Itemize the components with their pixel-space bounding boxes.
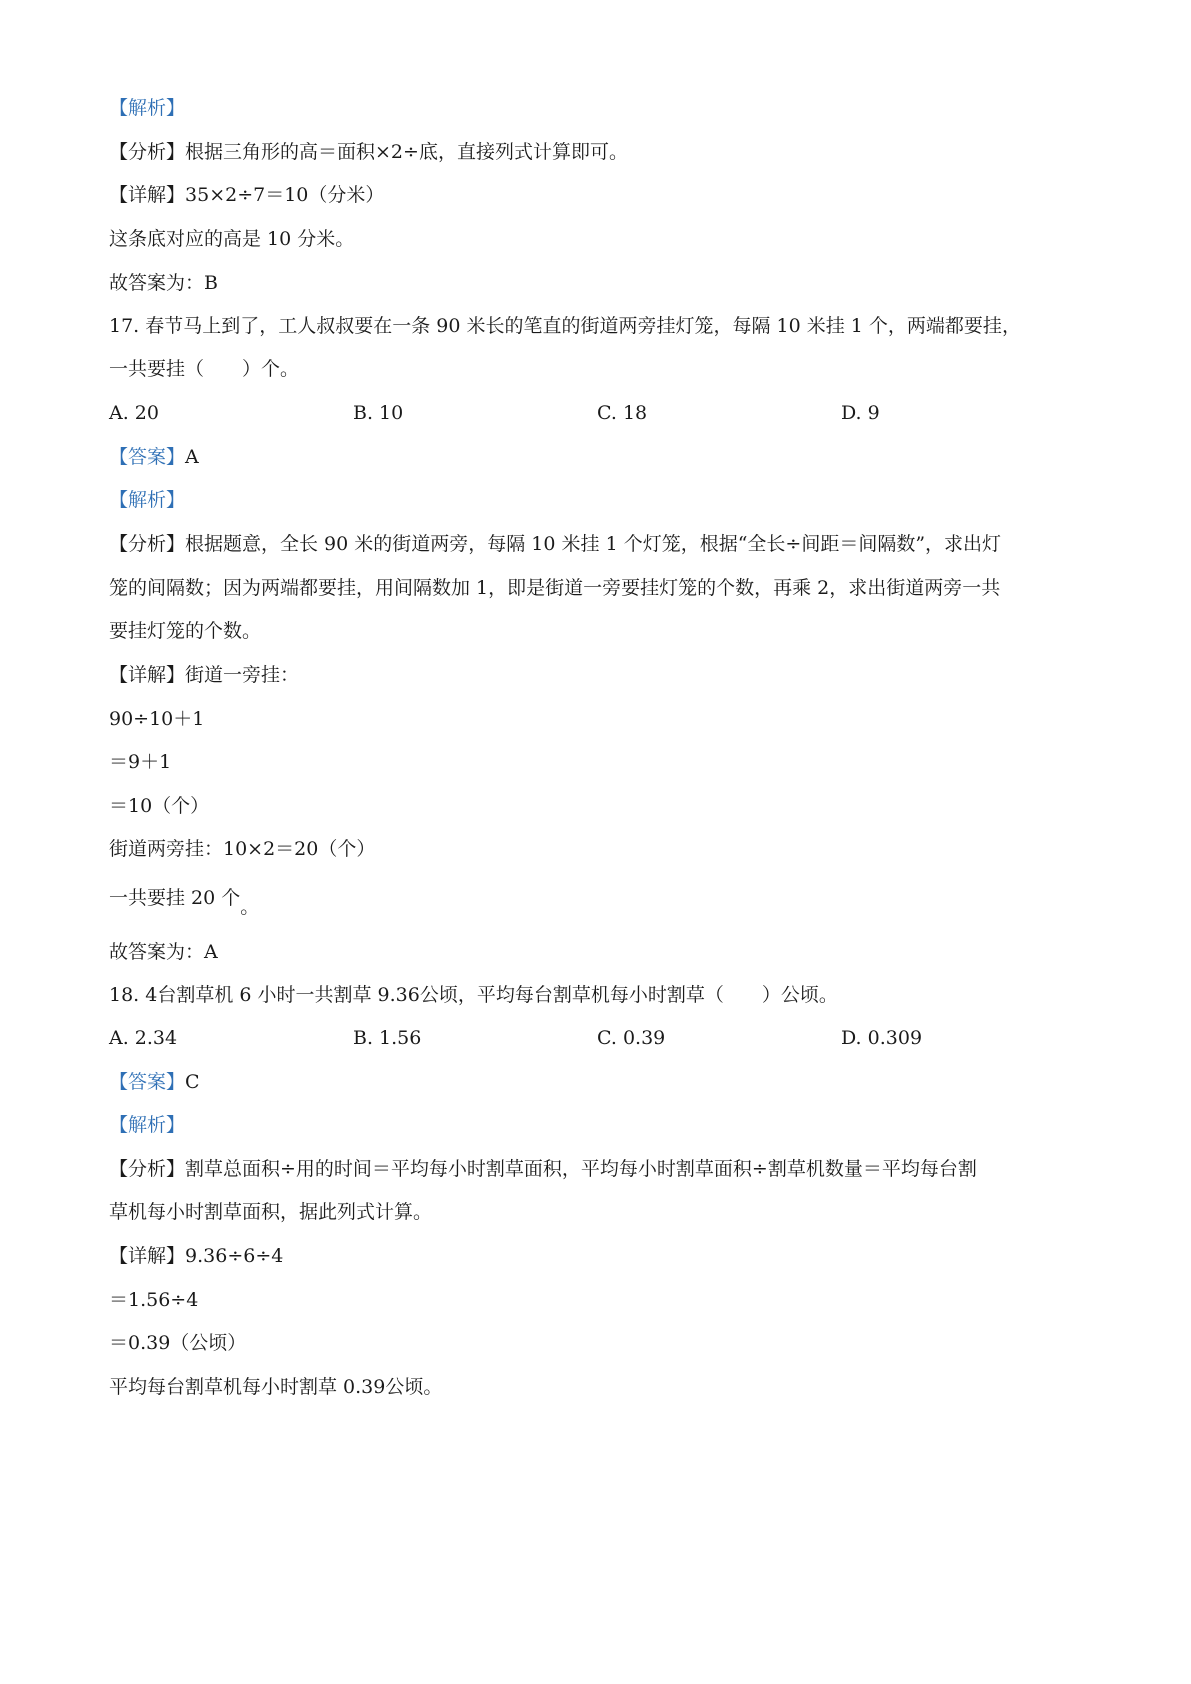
q17-answer-value: A — [185, 446, 199, 468]
q16-detail-tag: 【详解】 — [109, 184, 186, 206]
q17-result-line — [109, 885, 260, 918]
q18-answer-value: C — [185, 1071, 200, 1093]
q18-result-line: 平均每台割草机每小时割草 0.39公顷。 — [109, 1376, 443, 1398]
q17-analysis-line3: 要挂灯笼的个数。 — [109, 620, 262, 642]
q18-answer-tag: 【答案】 — [109, 1071, 186, 1093]
q18-analysis-line1 — [109, 1156, 977, 1182]
q16-answer-line: 故答案为：B — [109, 272, 218, 294]
q16-explanation-line: 这条底对应的高是 10 分米。 — [109, 228, 355, 250]
q16-detail — [109, 182, 384, 208]
q17-detail — [109, 662, 299, 688]
q18-detail — [109, 1243, 283, 1269]
q17-answer-tag: 【答案】 — [109, 446, 186, 468]
q16-analysis — [109, 139, 628, 165]
q18-option-c: C. 0.39 — [597, 1027, 666, 1049]
q17-calc-line4: 街道两旁挂：10×2＝20（个） — [109, 838, 376, 860]
q18-analysis-text1: 割草总面积÷用的时间＝平均每小时割草面积，平均每小时割草面积÷割草机数量＝平均每台割 — [185, 1158, 977, 1180]
q18-jiexi-heading: 【解析】 — [109, 1114, 186, 1136]
q17-stem-line1: 17. 春节马上到了，工人叔叔要在一条 90 米长的笔直的街道两旁挂灯笼，每隔 10 米挂 1 个，两端都要挂， — [109, 315, 1021, 337]
q17-result-text: 一共要挂 20 个 — [109, 887, 241, 909]
q17-option-d: D. 9 — [841, 402, 880, 424]
q18-analysis-line2: 草机每小时割草面积，据此列式计算。 — [109, 1201, 433, 1223]
q16-detail-text: 35×2÷7＝10（分米） — [185, 184, 385, 206]
q17-detail-tag: 【详解】 — [109, 664, 186, 686]
q18-analysis-tag: 【分析】 — [109, 1158, 186, 1180]
q17-answer — [109, 444, 199, 470]
q18-calc-line1: ＝1.56÷4 — [109, 1289, 199, 1311]
q17-calc-line2: ＝9＋1 — [109, 751, 172, 773]
q16-analysis-text: 根据三角形的高＝面积×2÷底，直接列式计算即可。 — [185, 141, 628, 163]
q18-option-a: A. 2.34 — [109, 1027, 178, 1049]
q17-stem-line2: 一共要挂（ ）个。 — [109, 358, 300, 380]
q17-option-a: A. 20 — [109, 402, 159, 424]
q18-option-d: D. 0.309 — [841, 1027, 923, 1049]
q17-calc-line1: 90÷10＋1 — [109, 708, 205, 730]
q18-stem: 18. 4台割草机 6 小时一共割草 9.36公顷，平均每台割草机每小时割草（ ）公顷。 — [109, 984, 838, 1006]
q18-calc-line2: ＝0.39（公顷） — [109, 1332, 247, 1354]
q18-detail-text: 9.36÷6÷4 — [185, 1245, 284, 1267]
q16-jiexi-heading: 【解析】 — [109, 97, 186, 119]
q17-analysis-line2: 笼的间隔数；因为两端都要挂，用间隔数加 1，即是街道一旁要挂灯笼的个数，再乘 2，求出街道两旁一共 — [109, 577, 1001, 599]
q17-jiexi-heading: 【解析】 — [109, 489, 186, 511]
q17-detail-text: 街道一旁挂： — [185, 664, 300, 686]
q17-analysis-line1 — [109, 531, 1001, 557]
q17-calc-line3: ＝10（个） — [109, 795, 210, 817]
q17-analysis-tag: 【分析】 — [109, 533, 186, 555]
q17-option-b: B. 10 — [353, 402, 404, 424]
q17-analysis-text1: 根据题意，全长 90 米的街道两旁，每隔 10 米挂 1 个灯笼，根据“全长÷间距＝间隔数”，求出灯 — [185, 533, 1002, 555]
q18-option-b: B. 1.56 — [353, 1027, 422, 1049]
q16-analysis-tag: 【分析】 — [109, 141, 186, 163]
q17-answer-line: 故答案为：A — [109, 941, 218, 963]
q18-answer — [109, 1069, 200, 1095]
q17-option-c: C. 18 — [597, 402, 648, 424]
q17-result-period: 。 — [240, 896, 260, 918]
q18-detail-tag: 【详解】 — [109, 1245, 186, 1267]
